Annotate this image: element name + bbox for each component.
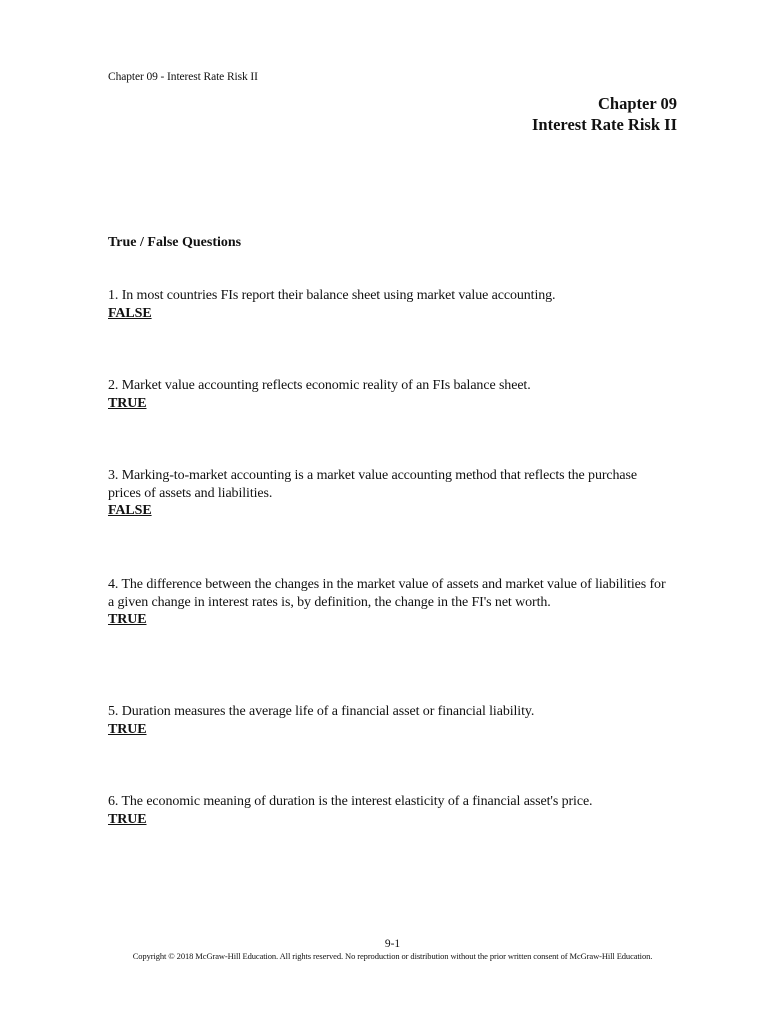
answer-label: TRUE <box>108 811 147 827</box>
question-item <box>108 467 668 520</box>
chapter-heading <box>532 93 677 135</box>
question-text: 1. In most countries FIs report their balance sheet using market value accounting. <box>108 288 556 303</box>
question-item <box>108 793 668 828</box>
question-item <box>108 576 668 629</box>
chapter-title: Interest Rate Risk II <box>532 115 677 134</box>
question-text: 2. Market value accounting reflects economic reality of an FIs balance sheet. <box>108 378 531 393</box>
question-item <box>108 703 668 738</box>
answer-label: TRUE <box>108 721 147 737</box>
section-heading: True / False Questions <box>108 235 242 250</box>
question-text: 4. The difference between the changes in the market value of assets and market value of liabilities for a given change in interest rates is, by definition, the change in the FI's net worth. <box>108 577 666 610</box>
question-item <box>108 377 668 412</box>
answer-label: TRUE <box>108 612 147 627</box>
question-text: 3. Marking-to-market accounting is a market value accounting method that reflects the purchase prices of assets and liabilities. <box>108 468 638 501</box>
answer-label: FALSE <box>108 305 152 321</box>
copyright-notice: Copyright © 2018 McGraw-Hill Education. All rights reserved. No reproduction or distribution without the prior written consent of McGraw-Hill Education. <box>132 951 653 961</box>
question-text: 5. Duration measures the average life of a financial asset or financial liability. <box>108 704 535 719</box>
running-header: Chapter 09 - Interest Rate Risk II <box>108 71 258 83</box>
answer-label: FALSE <box>108 503 152 518</box>
answer-label: TRUE <box>108 395 147 411</box>
page-footer <box>100 938 685 962</box>
question-text: 6. The economic meaning of duration is the interest elasticity of a financial asset's price. <box>108 794 593 809</box>
page-number: 9-1 <box>384 938 401 950</box>
chapter-number: Chapter 09 <box>598 94 677 113</box>
question-item <box>108 287 668 322</box>
